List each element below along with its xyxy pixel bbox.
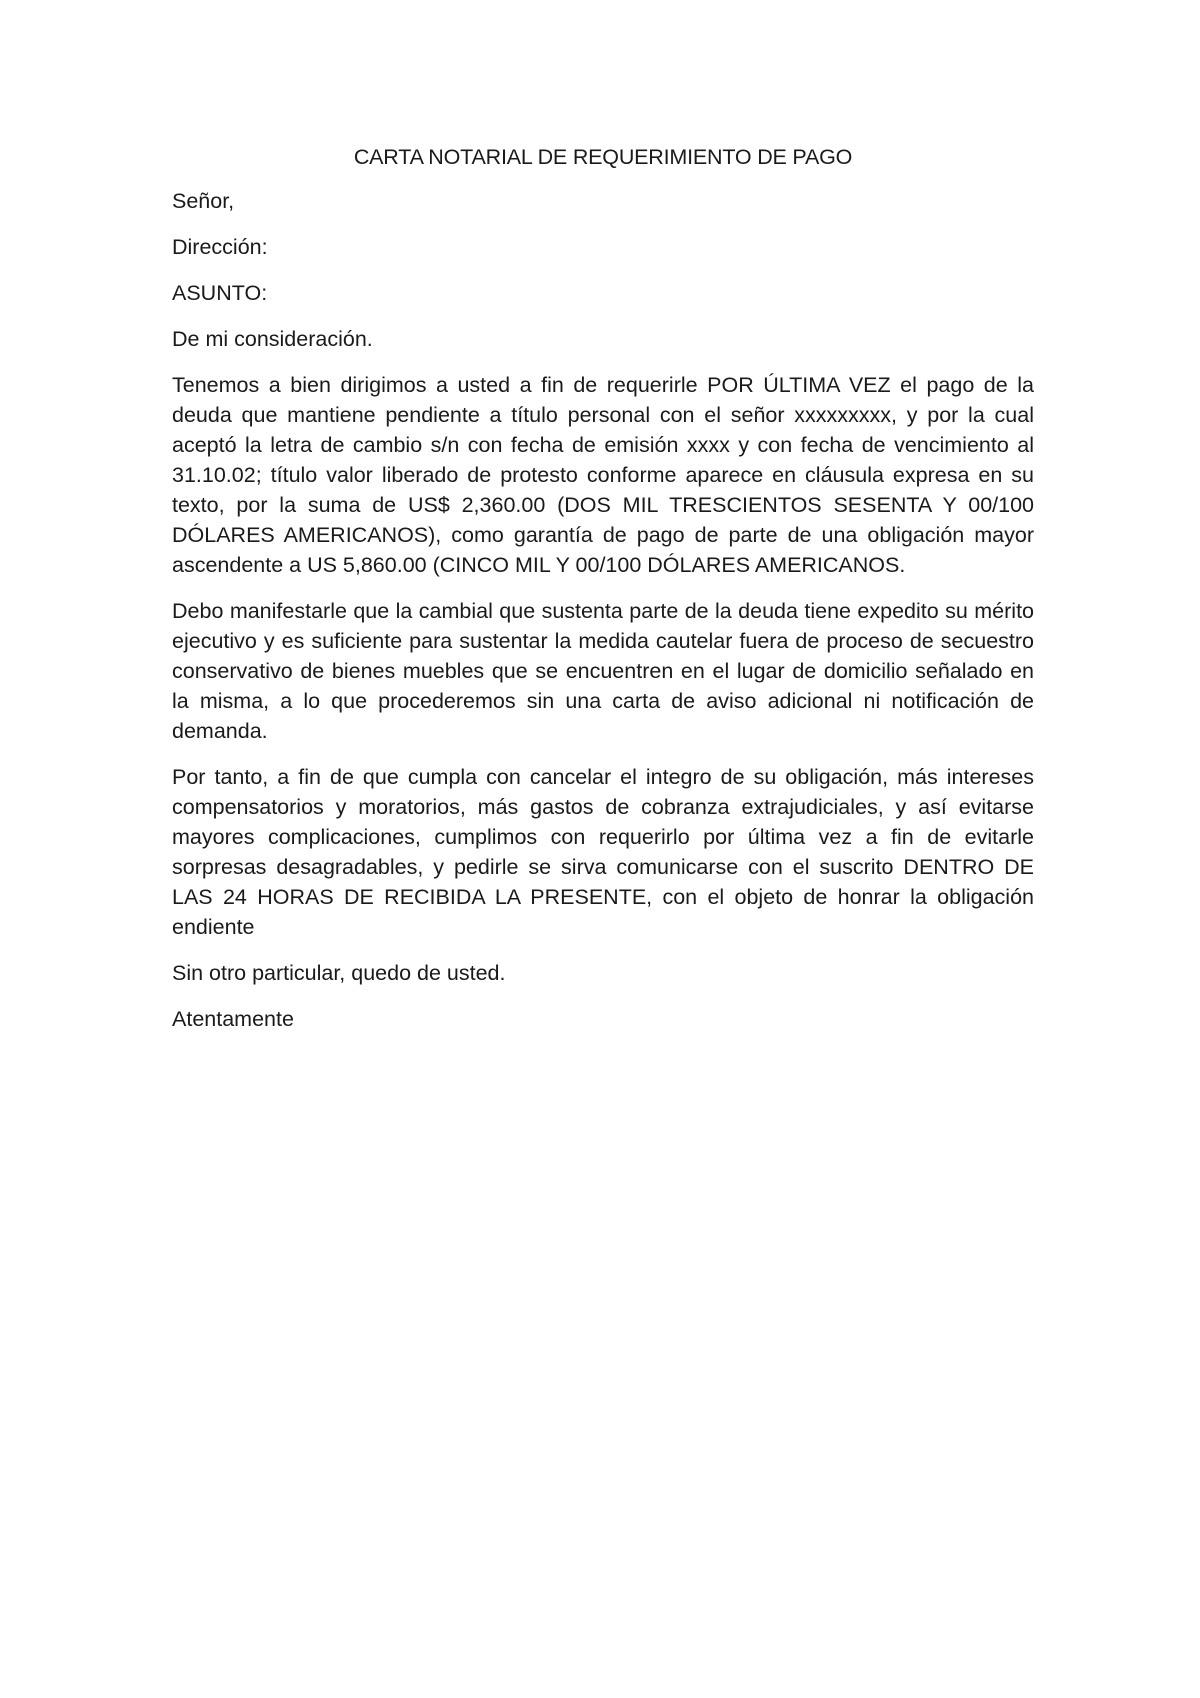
paragraph-payment-demand: Tenemos a bien dirigimos a usted a fin de requerirle POR ÚLTIMA VEZ el pago de la deuda que mantiene pendiente a título personal con el señor xxxxxxxxx, y por la cual aceptó la letra de cambio s/n con fecha de emisión xxxx y con fecha de vencimiento al 31.10.02; título valor liberado de protesto conforme aparece en cláusula expresa en su texto, por la suma de US$ 2,360.00 (DOS MIL TRESCIENTOS SESENTA Y 00/100 DÓLARES AMERICANOS), como garantía de pago de parte de una obligación mayor ascendente a US 5,860.00 (CINCO MIL Y 00/100 DÓLARES AMERICANOS. bbox=[172, 373, 1034, 577]
salutation: Señor, bbox=[172, 189, 235, 213]
paragraph-final-request: Por tanto, a fin de que cumpla con cancelar el integro de su obligación, más intereses compensatorios y moratorios, más gastos de cobranza extrajudiciales, y así evitarse mayores complicaciones, cumplimos con requerirlo por última vez a fin de evitarle sorpresas desagradables, y pedirle se sirva comunicarse con el suscrito DENTRO DE LAS 24 HORAS DE RECIBIDA LA PRESENTE, con el objeto de honrar la obligación endiente bbox=[172, 765, 1034, 939]
letter-body bbox=[172, 142, 1034, 1050]
signoff: Atentamente bbox=[172, 1007, 294, 1031]
greeting: De mi consideración. bbox=[172, 327, 373, 351]
paragraph-legal-notice: Debo manifestarle que la cambial que sustenta parte de la deuda tiene expedito su mérito ejecutivo y es suficiente para sustentar la medida cautelar fuera de proceso de secuestro conservativo de bienes muebles que se encuentren en el lugar de domicilio señalado en la misma, a lo que procederemos sin una carta de aviso adicional ni notificación de demanda. bbox=[172, 599, 1034, 743]
subject-label: ASUNTO: bbox=[172, 281, 268, 305]
closing: Sin otro particular, quedo de usted. bbox=[172, 961, 506, 985]
document-title: CARTA NOTARIAL DE REQUERIMIENTO DE PAGO bbox=[353, 145, 853, 169]
address-label: Dirección: bbox=[172, 235, 268, 259]
